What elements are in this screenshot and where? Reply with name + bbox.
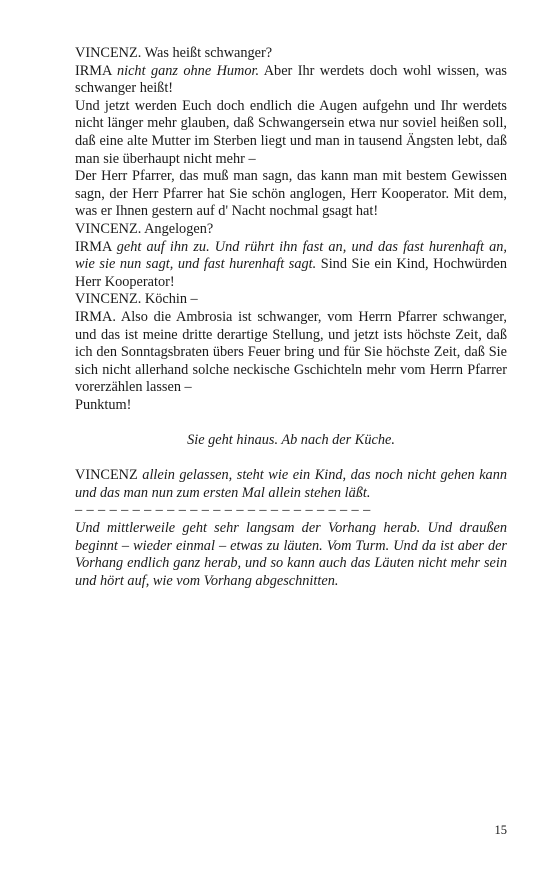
page-number: 15 (494, 823, 507, 837)
dialogue-text: Was heißt schwanger? (144, 45, 273, 61)
line-vincenz-3 (75, 291, 507, 309)
dialogue-paragraph: Und jetzt werden Euch doch endlich die Augen aufgehn und Ihr werdets nicht länger mehr glauben, daß Schwangersein etwa nur soviel heißen soll, daß eine alte Mutter im Sterben liegt und man in tausend Ängsten lebt, daß man sie überhaupt nicht mehr – (75, 97, 507, 167)
speaker-name: IRMA (75, 62, 112, 79)
line-vincenz-4 (75, 467, 507, 502)
spacer (75, 414, 507, 432)
speaker-name: IRMA. (75, 308, 116, 325)
speaker-name: IRMA (75, 238, 112, 255)
dialogue-text: Köchin – (144, 291, 198, 308)
speaker-name: VINCENZ (75, 467, 138, 484)
stage-direction: geht auf ihn zu. Und rührt ihn fast an, und das fast hurenhaft an, wie sie nun sagt, und fast hurenhaft sagt. (75, 238, 507, 273)
dialogue-paragraph: Punktum! (75, 396, 132, 413)
centered-stage-direction: Sie geht hinaus. Ab nach der Küche. (187, 432, 395, 449)
dash-separator: – – – – – – – – – – – – – – – – – – – – – – – – – – (75, 502, 371, 519)
line-irma-2 (75, 239, 507, 292)
line-vincenz-1 (75, 45, 507, 63)
dialogue-text: Aber Ihr werdets doch wohl wissen, was schwanger heißt! (75, 62, 507, 97)
dialogue-paragraph: Der Herr Pfarrer, das muß man sagn, das kann man mit bestem Gewissen sagn, der Herr Pfarrer hat Sie schön anglogen, Herr Kooperator. Mit dem, was er Ihnen gestern auf d' Nacht nochmal gsagt hat! (75, 168, 507, 220)
dialogue-text: Also die Ambrosia ist schwanger, vom Herrn Pfarrer schwanger, und das ist meine dritte derartige Stellung, und jetzt ists höchste Zeit, daß ich den Sonntagsbraten übers Feuer bring und für Sie höchste Zeit, daß Sie sich nicht allerhand solche neckische Gschichteln mehr vom Herrn Pfarrer vorerzählen lassen – (75, 308, 507, 396)
speaker-name: VINCENZ. (75, 220, 142, 237)
play-text-page (75, 45, 507, 590)
line-vincenz-2 (75, 221, 507, 239)
dialogue-text: Sind Sie ein Kind, Hochwürden Herr Kooperator! (75, 256, 508, 290)
stage-direction: allein gelassen, steht wie ein Kind, das noch nicht gehen kann und das man nun zum ersten Mal allein stehen läßt. (75, 467, 507, 501)
speaker-name: VINCENZ. (75, 291, 142, 308)
stage-direction: nicht ganz ohne Humor. (116, 62, 260, 79)
stage-direction: Und mittlerweile geht sehr langsam der Vorhang herab. Und draußen beginnt – wieder einmal – etwas zu läuten. Vom Turm. Und da ist aber der Vorhang endlich ganz herab, und so kann auch das Läuten nicht mehr sein und hört auf, wie vom Vorhang abgeschnitten. (75, 520, 507, 589)
speaker-name: VINCENZ. (75, 45, 142, 61)
spacer (75, 450, 507, 468)
line-irma-1 (75, 63, 507, 98)
dialogue-text: Angelogen? (144, 220, 214, 237)
final-stage-direction (75, 520, 507, 590)
line-irma-3 (75, 309, 507, 397)
